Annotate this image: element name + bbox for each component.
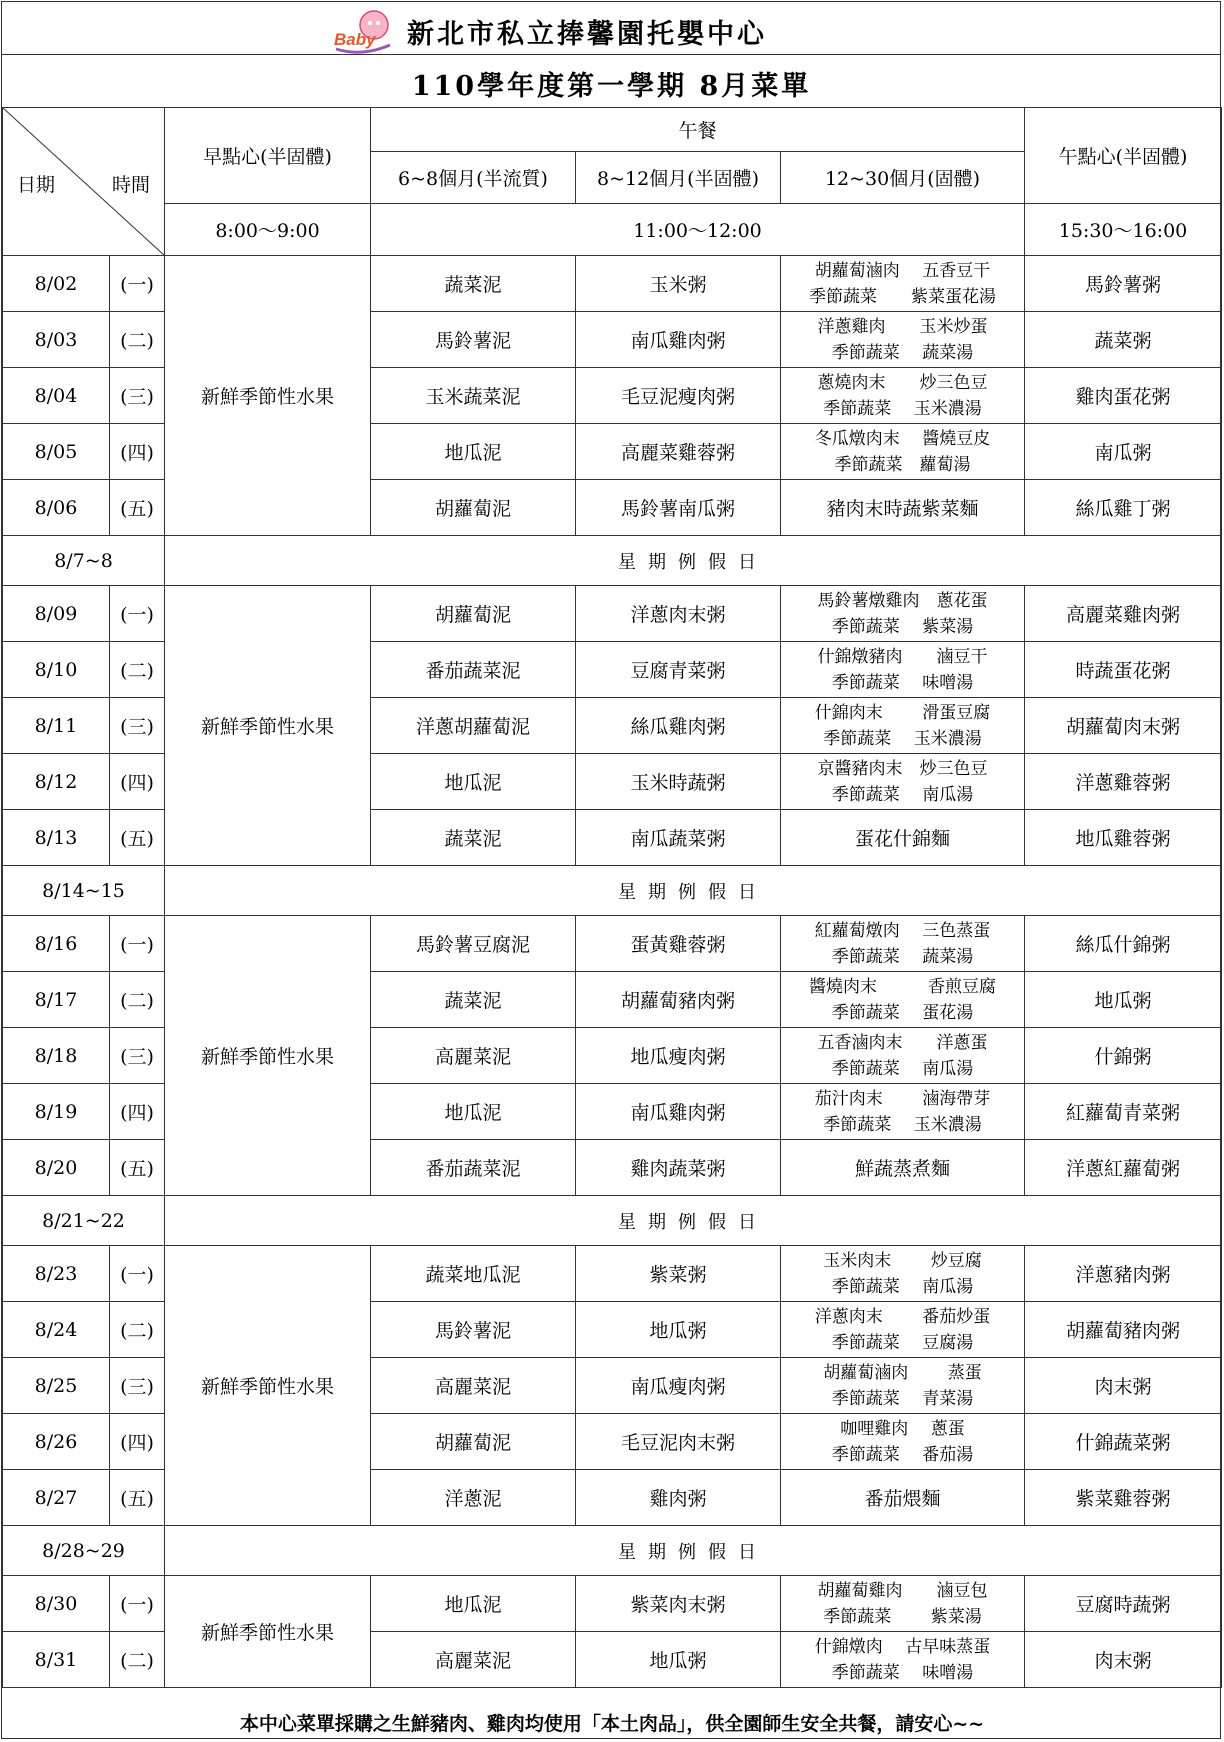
lunch-8-12-cell: 南瓜雞肉粥 — [576, 312, 781, 368]
veg-soup-line: 季節蔬菜 紫菜蛋花湯 — [809, 286, 996, 307]
veg-soup-line: 季節蔬菜 蔬菜湯 — [831, 342, 974, 363]
lunch-12-30-cell — [781, 312, 1025, 368]
afternoon-snack-cell: 什錦蔬菜粥 — [1025, 1414, 1222, 1470]
breakfast-fruit-cell: 新鮮季節性水果 — [165, 916, 371, 1196]
main-dishes-line: 醬燒肉末 香煎豆腐 — [809, 976, 996, 997]
afternoon-time: 15:30～16:00 — [1025, 204, 1222, 256]
holiday-label: 星期例假日 — [618, 551, 768, 573]
lunch-12-30-cell — [781, 916, 1025, 972]
weekday-cell: (四) — [110, 754, 165, 810]
date-cell: 8/27 — [3, 1470, 110, 1526]
lunch-6-8-cell: 高麗菜泥 — [371, 1028, 576, 1084]
main-dishes-line: 紅蘿蔔燉肉 三色蒸蛋 — [814, 920, 991, 941]
lunch-12-30-cell — [781, 1358, 1025, 1414]
lunch-6-8-cell: 胡蘿蔔泥 — [371, 586, 576, 642]
day-row — [3, 1576, 1222, 1632]
weekday-cell: (二) — [110, 1302, 165, 1358]
lunch-6-8-cell: 蔬菜地瓜泥 — [371, 1246, 576, 1302]
lunch-12-30-dishes — [781, 1248, 1024, 1300]
lunch-12-30-cell — [781, 1576, 1025, 1632]
date-cell: 8/05 — [3, 424, 110, 480]
date-cell: 8/09 — [3, 586, 110, 642]
veg-soup-line: 季節蔬菜 紫菜湯 — [831, 616, 974, 637]
weekday-cell: (二) — [110, 1632, 165, 1688]
afternoon-snack-cell: 胡蘿蔔豬肉粥 — [1025, 1302, 1222, 1358]
lunch-8-12-cell: 雞肉蔬菜粥 — [576, 1140, 781, 1196]
lunch-12-30-cell: 番茄煨麵 — [781, 1470, 1025, 1526]
holiday-date-cell: 8/28~29 — [3, 1526, 165, 1576]
holiday-row — [3, 1196, 1222, 1246]
lunch-8-12-cell: 紫菜粥 — [576, 1246, 781, 1302]
veg-soup-line: 季節蔬菜 玉米濃湯 — [823, 1114, 982, 1135]
menu-body — [3, 256, 1222, 1688]
lunch-12-30-cell — [781, 1246, 1025, 1302]
weekday-cell: (三) — [110, 1358, 165, 1414]
day-row — [3, 256, 1222, 312]
veg-soup-line: 季節蔬菜 南瓜湯 — [831, 1276, 974, 1297]
veg-soup-line: 季節蔬菜 蘿蔔湯 — [834, 454, 971, 475]
lunch-6-8-header: 6~8個月(半流質) — [371, 152, 576, 204]
veg-soup-line: 季節蔬菜 南瓜湯 — [831, 1058, 974, 1079]
main-dishes-line: 胡蘿蔔滷肉 五香豆干 — [814, 260, 991, 281]
veg-soup-line: 季節蔬菜 玉米濃湯 — [823, 398, 982, 419]
lunch-8-12-cell: 南瓜瘦肉粥 — [576, 1358, 781, 1414]
weekday-cell: (一) — [110, 1576, 165, 1632]
lunch-6-8-cell: 馬鈴薯泥 — [371, 1302, 576, 1358]
main-dishes-line: 冬瓜燉肉末 醬燒豆皮 — [814, 428, 991, 449]
holiday-label: 星期例假日 — [618, 881, 768, 903]
veg-soup-line: 季節蔬菜 玉米濃湯 — [823, 728, 982, 749]
lunch-6-8-cell: 洋蔥胡蘿蔔泥 — [371, 698, 576, 754]
baby-logo-icon — [332, 9, 396, 57]
weekday-cell: (一) — [110, 586, 165, 642]
lunch-12-30-dishes — [781, 1360, 1024, 1412]
lunch-12-30-dishes — [781, 1578, 1024, 1630]
date-cell: 8/30 — [3, 1576, 110, 1632]
lunch-6-8-cell: 蔬菜泥 — [371, 810, 576, 866]
holiday-row — [3, 1526, 1222, 1576]
lunch-8-12-cell: 毛豆泥肉末粥 — [576, 1414, 781, 1470]
lunch-6-8-cell: 地瓜泥 — [371, 424, 576, 480]
veg-soup-line: 季節蔬菜 味噌湯 — [831, 1662, 974, 1683]
main-dishes-line: 馬鈴薯燉雞肉 蔥花蛋 — [817, 590, 988, 611]
date-cell: 8/10 — [3, 642, 110, 698]
holiday-label-cell — [165, 866, 1222, 916]
lunch-8-12-cell: 玉米粥 — [576, 256, 781, 312]
lunch-12-30-cell: 豬肉末時蔬紫菜麵 — [781, 480, 1025, 536]
date-cell: 8/23 — [3, 1246, 110, 1302]
lunch-12-30-cell — [781, 972, 1025, 1028]
lunch-6-8-cell: 高麗菜泥 — [371, 1358, 576, 1414]
lunch-12-30-header: 12~30個月(固體) — [781, 152, 1025, 204]
weekday-cell: (四) — [110, 1414, 165, 1470]
lunch-12-30-cell — [781, 1028, 1025, 1084]
lunch-8-12-cell: 紫菜肉末粥 — [576, 1576, 781, 1632]
breakfast-fruit-cell: 新鮮季節性水果 — [165, 1576, 371, 1688]
weekday-cell: (五) — [110, 810, 165, 866]
veg-soup-line: 季節蔬菜 南瓜湯 — [831, 784, 974, 805]
holiday-label-cell — [165, 536, 1222, 586]
date-cell: 8/06 — [3, 480, 110, 536]
subtitle-bar — [2, 55, 1221, 105]
holiday-label: 星期例假日 — [618, 1541, 768, 1563]
lunch-8-12-cell: 豆腐青菜粥 — [576, 642, 781, 698]
lunch-12-30-dishes — [781, 314, 1024, 366]
afternoon-snack-cell: 時蔬蛋花粥 — [1025, 642, 1222, 698]
holiday-date-cell: 8/21~22 — [3, 1196, 165, 1246]
date-time-corner — [3, 108, 165, 256]
breakfast-fruit-cell: 新鮮季節性水果 — [165, 1246, 371, 1526]
weekday-cell: (一) — [110, 1246, 165, 1302]
lunch-8-12-cell: 蛋黃雞蓉粥 — [576, 916, 781, 972]
lunch-8-12-cell: 馬鈴薯南瓜粥 — [576, 480, 781, 536]
lunch-8-12-cell: 胡蘿蔔豬肉粥 — [576, 972, 781, 1028]
main-dishes-line: 什錦燉肉 古早味蒸蛋 — [814, 1636, 991, 1657]
afternoon-snack-cell: 地瓜雞蓉粥 — [1025, 810, 1222, 866]
weekday-cell: (二) — [110, 642, 165, 698]
lunch-12-30-cell — [781, 1302, 1025, 1358]
veg-soup-line: 季節蔬菜 番茄湯 — [831, 1444, 974, 1465]
holiday-date-cell: 8/14~15 — [3, 866, 165, 916]
lunch-8-12-cell: 玉米時蔬粥 — [576, 754, 781, 810]
lunch-12-30-dishes — [781, 974, 1024, 1026]
lunch-12-30-dishes — [781, 1304, 1024, 1356]
lunch-12-30-cell — [781, 754, 1025, 810]
lunch-12-30-cell: 蛋花什錦麵 — [781, 810, 1025, 866]
lunch-6-8-cell: 地瓜泥 — [371, 754, 576, 810]
lunch-12-30-dishes — [781, 644, 1024, 696]
main-dishes-line: 咖哩雞肉 蔥蛋 — [840, 1418, 965, 1439]
lunch-6-8-cell: 番茄蔬菜泥 — [371, 642, 576, 698]
lunch-12-30-cell — [781, 1632, 1025, 1688]
date-cell: 8/31 — [3, 1632, 110, 1688]
date-cell: 8/19 — [3, 1084, 110, 1140]
afternoon-snack-cell: 胡蘿蔔肉末粥 — [1025, 698, 1222, 754]
date-cell: 8/16 — [3, 916, 110, 972]
holiday-date-cell: 8/7~8 — [3, 536, 165, 586]
header-bar — [2, 2, 1221, 55]
menu-title: 110學年度第一學期 8月菜單 — [411, 71, 812, 102]
afternoon-snack-cell: 雞肉蛋花粥 — [1025, 368, 1222, 424]
lunch-8-12-cell: 南瓜蔬菜粥 — [576, 810, 781, 866]
weekday-cell: (四) — [110, 1084, 165, 1140]
lunch-8-12-cell: 高麗菜雞蓉粥 — [576, 424, 781, 480]
main-dishes-line: 蔥燒肉末 炒三色豆 — [817, 372, 988, 393]
main-dishes-line: 玉米肉末 炒豆腐 — [823, 1250, 982, 1271]
veg-soup-line: 季節蔬菜 紫菜湯 — [823, 1606, 982, 1627]
day-row — [3, 586, 1222, 642]
day-row — [3, 1246, 1222, 1302]
lunch-12-30-dishes — [781, 588, 1024, 640]
weekday-cell: (一) — [110, 256, 165, 312]
veg-soup-line: 季節蔬菜 蔬菜湯 — [831, 946, 974, 967]
weekday-cell: (三) — [110, 698, 165, 754]
lunch-12-30-dishes — [781, 918, 1024, 970]
lunch-6-8-cell: 玉米蔬菜泥 — [371, 368, 576, 424]
holiday-label-cell — [165, 1196, 1222, 1246]
lunch-12-30-cell — [781, 586, 1025, 642]
afternoon-snack-cell: 洋蔥雞蓉粥 — [1025, 754, 1222, 810]
afternoon-snack-cell: 洋蔥紅蘿蔔粥 — [1025, 1140, 1222, 1196]
weekday-cell: (五) — [110, 1140, 165, 1196]
lunch-8-12-cell: 洋蔥肉末粥 — [576, 586, 781, 642]
lunch-6-8-cell: 馬鈴薯豆腐泥 — [371, 916, 576, 972]
main-dishes-line: 洋蔥肉末 番茄炒蛋 — [814, 1306, 991, 1327]
center-name: 新北市私立捧馨園托嬰中心 — [407, 19, 767, 50]
date-header: 日期 — [17, 174, 56, 196]
lunch-12-30-cell: 鮮蔬蒸煮麵 — [781, 1140, 1025, 1196]
breakfast-time: 8:00～9:00 — [165, 204, 371, 256]
afternoon-snack-cell: 蔬菜粥 — [1025, 312, 1222, 368]
lunch-12-30-cell — [781, 368, 1025, 424]
afternoon-snack-cell: 什錦粥 — [1025, 1028, 1222, 1084]
breakfast-fruit-cell: 新鮮季節性水果 — [165, 586, 371, 866]
afternoon-snack-cell: 豆腐時蔬粥 — [1025, 1576, 1222, 1632]
weekday-cell: (五) — [110, 480, 165, 536]
lunch-6-8-cell: 蔬菜泥 — [371, 256, 576, 312]
lunch-6-8-cell: 洋蔥泥 — [371, 1470, 576, 1526]
afternoon-snack-cell: 地瓜粥 — [1025, 972, 1222, 1028]
veg-soup-line: 季節蔬菜 蛋花湯 — [831, 1002, 974, 1023]
lunch-8-12-cell: 南瓜雞肉粥 — [576, 1084, 781, 1140]
breakfast-fruit-cell: 新鮮季節性水果 — [165, 256, 371, 536]
lunch-12-30-cell — [781, 698, 1025, 754]
afternoon-snack-cell: 肉末粥 — [1025, 1358, 1222, 1414]
main-dishes-line: 什錦肉末 滑蛋豆腐 — [814, 702, 991, 723]
veg-soup-line: 季節蔬菜 味噌湯 — [831, 672, 974, 693]
lunch-6-8-cell: 蔬菜泥 — [371, 972, 576, 1028]
afternoon-snack-cell: 南瓜粥 — [1025, 424, 1222, 480]
veg-soup-line: 季節蔬菜 青菜湯 — [831, 1388, 974, 1409]
lunch-6-8-cell: 番茄蔬菜泥 — [371, 1140, 576, 1196]
lunch-8-12-cell: 地瓜粥 — [576, 1302, 781, 1358]
date-cell: 8/24 — [3, 1302, 110, 1358]
afternoon-snack-cell: 紅蘿蔔青菜粥 — [1025, 1084, 1222, 1140]
weekday-cell: (一) — [110, 916, 165, 972]
time-header: 時間 — [111, 174, 150, 196]
date-cell: 8/12 — [3, 754, 110, 810]
footer-note: 本中心菜單採購之生鮮豬肉、雞肉均使用「本土肉品」，供全園師生安全共餐，請安心~~ — [239, 1713, 985, 1735]
main-dishes-line: 京醬豬肉末 炒三色豆 — [817, 758, 988, 779]
lunch-header: 午餐 — [371, 108, 1025, 152]
lunch-8-12-cell: 地瓜粥 — [576, 1632, 781, 1688]
main-dishes-line: 什錦燉豬肉 滷豆干 — [817, 646, 988, 667]
date-cell: 8/11 — [3, 698, 110, 754]
weekday-cell: (三) — [110, 368, 165, 424]
lunch-12-30-cell — [781, 1084, 1025, 1140]
main-dishes-line: 胡蘿蔔滷肉 蒸蛋 — [823, 1362, 982, 1383]
holiday-label: 星期例假日 — [618, 1211, 768, 1233]
holiday-row — [3, 866, 1222, 916]
date-cell: 8/04 — [3, 368, 110, 424]
afternoon-snack-cell: 高麗菜雞肉粥 — [1025, 586, 1222, 642]
date-cell: 8/18 — [3, 1028, 110, 1084]
lunch-6-8-cell: 地瓜泥 — [371, 1576, 576, 1632]
weekday-cell: (二) — [110, 972, 165, 1028]
weekday-cell: (五) — [110, 1470, 165, 1526]
weekday-cell: (二) — [110, 312, 165, 368]
lunch-8-12-header: 8~12個月(半固體) — [576, 152, 781, 204]
date-cell: 8/02 — [3, 256, 110, 312]
lunch-6-8-cell: 胡蘿蔔泥 — [371, 1414, 576, 1470]
lunch-12-30-dishes — [781, 1086, 1024, 1138]
veg-soup-line: 季節蔬菜 豆腐湯 — [831, 1332, 974, 1353]
lunch-12-30-cell — [781, 256, 1025, 312]
lunch-8-12-cell: 絲瓜雞肉粥 — [576, 698, 781, 754]
date-cell: 8/13 — [3, 810, 110, 866]
breakfast-header: 早點心(半固體) — [165, 108, 371, 204]
lunch-time: 11:00～12:00 — [371, 204, 1025, 256]
lunch-12-30-dishes — [781, 1030, 1024, 1082]
weekday-cell: (四) — [110, 424, 165, 480]
main-dishes-line: 茄汁肉末 滷海帶芽 — [814, 1088, 991, 1109]
lunch-8-12-cell: 地瓜瘦肉粥 — [576, 1028, 781, 1084]
date-cell: 8/26 — [3, 1414, 110, 1470]
lunch-12-30-dishes — [781, 1416, 1024, 1468]
lunch-6-8-cell: 馬鈴薯泥 — [371, 312, 576, 368]
lunch-12-30-dishes — [781, 700, 1024, 752]
logo-text: Baby — [334, 30, 376, 49]
lunch-6-8-cell: 地瓜泥 — [371, 1084, 576, 1140]
lunch-12-30-cell — [781, 642, 1025, 698]
day-row — [3, 916, 1222, 972]
holiday-row — [3, 536, 1222, 586]
lunch-6-8-cell: 高麗菜泥 — [371, 1632, 576, 1688]
lunch-8-12-cell: 毛豆泥瘦肉粥 — [576, 368, 781, 424]
lunch-12-30-cell — [781, 1414, 1025, 1470]
date-cell: 8/25 — [3, 1358, 110, 1414]
lunch-6-8-cell: 胡蘿蔔泥 — [371, 480, 576, 536]
afternoon-snack-cell: 洋蔥豬肉粥 — [1025, 1246, 1222, 1302]
lunch-12-30-dishes — [781, 426, 1024, 478]
lunch-12-30-dishes — [781, 258, 1024, 310]
lunch-12-30-dishes — [781, 370, 1024, 422]
afternoon-header: 午點心(半固體) — [1025, 108, 1222, 204]
lunch-12-30-dishes — [781, 1634, 1024, 1686]
menu-table — [2, 107, 1222, 1688]
main-dishes-line: 胡蘿蔔雞肉 滷豆包 — [817, 1580, 988, 1601]
date-cell: 8/17 — [3, 972, 110, 1028]
weekday-cell: (三) — [110, 1028, 165, 1084]
lunch-8-12-cell: 雞肉粥 — [576, 1470, 781, 1526]
afternoon-snack-cell: 絲瓜什錦粥 — [1025, 916, 1222, 972]
main-dishes-line: 洋蔥雞肉 玉米炒蛋 — [817, 316, 988, 337]
date-cell: 8/20 — [3, 1140, 110, 1196]
holiday-label-cell — [165, 1526, 1222, 1576]
date-cell: 8/03 — [3, 312, 110, 368]
afternoon-snack-cell: 紫菜雞蓉粥 — [1025, 1470, 1222, 1526]
afternoon-snack-cell: 肉末粥 — [1025, 1632, 1222, 1688]
afternoon-snack-cell: 絲瓜雞丁粥 — [1025, 480, 1222, 536]
main-dishes-line: 五香滷肉末 洋蔥蛋 — [817, 1032, 988, 1053]
lunch-12-30-dishes — [781, 756, 1024, 808]
afternoon-snack-cell: 馬鈴薯粥 — [1025, 256, 1222, 312]
lunch-12-30-cell — [781, 424, 1025, 480]
